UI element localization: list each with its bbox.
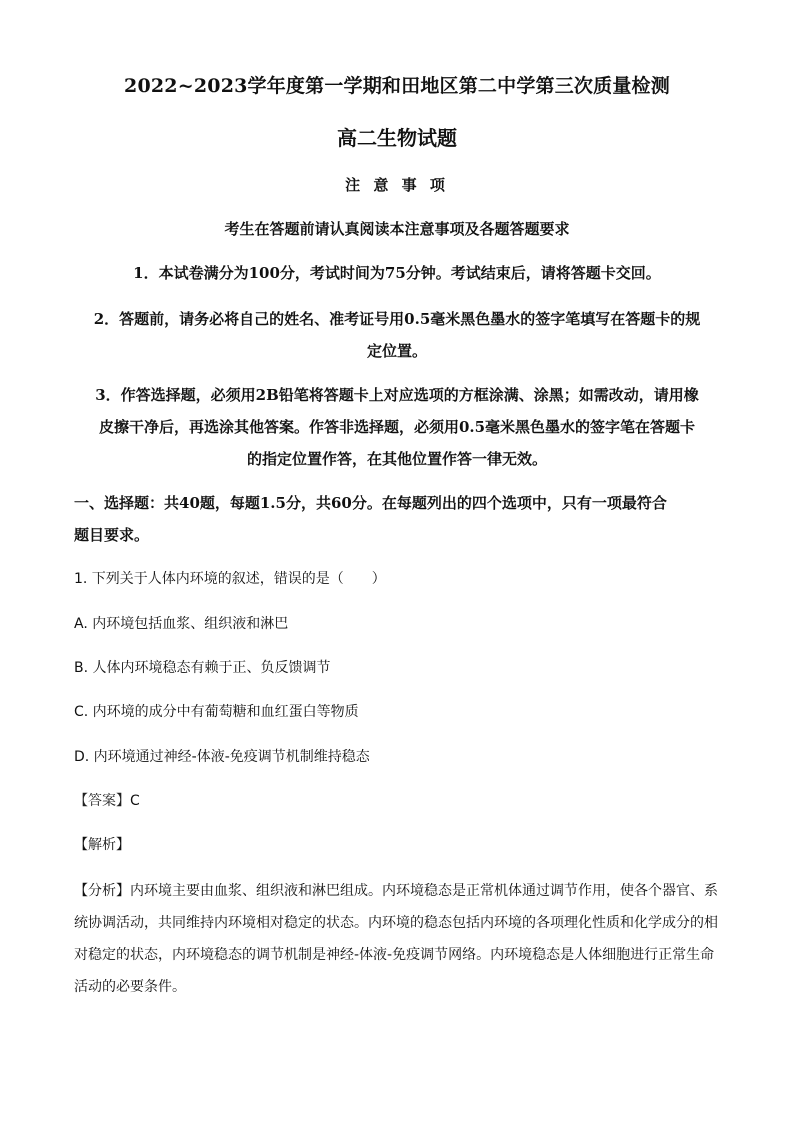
exam-title: 2022~2023学年度第一学期和田地区第二中学第三次质量检测 <box>124 75 670 97</box>
notice-item-3-line-1: 3．作答选择题，必须用2B铅笔将答题卡上对应选项的方框涂满、涂黑；如需改动，请用橡 <box>95 386 699 404</box>
analysis-text: 内环境主要由血浆、组织液和淋巴组成。内环境稳态是正常机体通过调节作用，使各个器官、系统协调活动，共同维持内环境相对稳定的状态。内环境的稳态包括内环境的各项理化性质和化学成分的相对稳定的状态，内环境稳态的调节机制是神经-体液-免疫调节网络。内环境稳态是人体细胞进行正常生命活动的必要条件。 <box>74 883 718 995</box>
answer-line <box>74 794 724 808</box>
answer-tag: 【答案】 <box>74 793 130 809</box>
question-1-stem: 1. 下列关于人体内环境的叙述，错误的是（ ） <box>74 571 386 587</box>
notice-item-2-line-2: 定位置。 <box>366 342 427 360</box>
section-heading-line-1: 一、选择题：共40题，每题1.5分，共60分。在每题列出的四个选项中，只有一项最符合 <box>74 494 667 512</box>
analysis-paragraph <box>74 875 724 1003</box>
section-heading-line-2: 题目要求。 <box>74 526 150 544</box>
question-1-option-d: D. 内环境通过神经-体液-免疫调节机制维持稳态 <box>74 749 370 765</box>
analysis-label: 【分析】 <box>74 883 130 899</box>
notice-item-3-line-3: 的指定位置作答，在其他位置作答一律无效。 <box>246 450 547 468</box>
question-1-option-a: A. 内环境包括血浆、组织液和淋巴 <box>74 616 289 632</box>
analysis-heading: 【解析】 <box>74 837 130 853</box>
notice-heading: 注 意 事 项 <box>345 176 449 194</box>
notice-item-2-line-1: 2．答题前，请务必将自己的姓名、准考证号用0.5毫米黑色墨水的签字笔填写在答题卡的规 <box>93 310 701 328</box>
answer-value: C <box>130 793 140 809</box>
notice-item-3-line-2: 皮擦干净后，再选涂其他答案。作答非选择题，必须用0.5毫米黑色墨水的签字笔在答题卡 <box>98 418 696 436</box>
notice-item-1: 1．本试卷满分为100分，考试时间为75分钟。考试结束后，请将答题卡交回。 <box>133 264 661 282</box>
question-1-option-c: C. 内环境的成分中有葡萄糖和血红蛋白等物质 <box>74 704 359 720</box>
question-1-option-b: B. 人体内环境稳态有赖于正、负反馈调节 <box>74 660 331 676</box>
exam-subtitle: 高二生物试题 <box>337 126 457 150</box>
notice-intro: 考生在答题前请认真阅读本注意事项及各题答题要求 <box>224 220 570 238</box>
